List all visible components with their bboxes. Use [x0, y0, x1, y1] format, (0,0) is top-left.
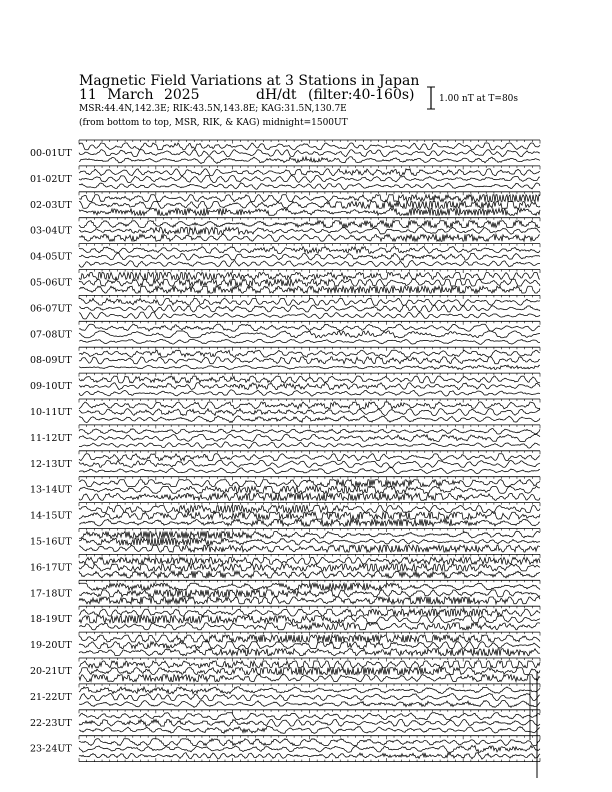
row-label: 15-16UT: [30, 536, 72, 548]
trace-kag: [79, 649, 540, 656]
trace-rik: [79, 642, 540, 649]
row-label: 04-05UT: [30, 251, 72, 263]
order-note: (from bottom to top, MSR, RIK, & KAG) midnight=1500UT: [79, 118, 348, 128]
row-label: 06-07UT: [30, 303, 72, 315]
trace-kag: [79, 597, 540, 604]
trace-msr: [79, 324, 540, 331]
trace-rik: [79, 538, 540, 545]
trace-msr: [79, 195, 540, 202]
trace-rik: [79, 176, 540, 183]
trace-rik: [79, 331, 540, 338]
row-label: 00-01UT: [30, 148, 72, 159]
row-label: 07-08UT: [30, 329, 72, 341]
trace-msr: [79, 221, 540, 228]
trace-rik: [79, 564, 540, 571]
trace-rik: [79, 435, 540, 442]
trace-msr: [79, 429, 540, 435]
row-label: 21-22UT: [30, 691, 72, 703]
trace-rik: [79, 668, 540, 675]
row-label: 05-06UT: [30, 277, 72, 289]
trace-rik: [79, 486, 540, 493]
trace-msr: [79, 143, 540, 150]
trace-msr: [79, 713, 540, 720]
row-label: 23-24UT: [30, 743, 72, 755]
trace-msr: [79, 609, 540, 616]
row-label: 22-23UT: [30, 717, 72, 729]
trace-kag: [79, 183, 540, 190]
trace-kag: [79, 623, 540, 630]
trace-rik: [79, 202, 540, 209]
trace-kag: [79, 571, 540, 578]
trace-rik: [79, 720, 540, 727]
trace-msr: [79, 454, 540, 461]
trace-msr: [79, 298, 540, 305]
row-label: 01-02UT: [30, 173, 72, 185]
trace-msr: [79, 557, 540, 564]
trace-msr: [79, 376, 540, 383]
scale-label: 1.00 nT at T=80s: [439, 94, 519, 104]
row-label: 16-17UT: [30, 562, 72, 574]
trace-msr: [79, 169, 540, 176]
trace-kag: [79, 209, 540, 216]
trace-kag: [79, 493, 540, 500]
trace-kag: [79, 416, 540, 423]
trace-rik: [79, 745, 540, 752]
trace-rik: [79, 253, 540, 260]
row-label: 12-13UT: [30, 458, 72, 470]
trace-msr: [79, 273, 540, 280]
trace-rik: [79, 357, 540, 364]
trace-msr: [79, 532, 540, 539]
filter-label: (filter:40-160s): [308, 87, 415, 103]
row-label: 02-03UT: [30, 199, 72, 211]
trace-rik: [79, 150, 540, 157]
row-label: 20-21UT: [30, 666, 72, 677]
row-label: 03-04UT: [30, 225, 72, 237]
trace-kag: [79, 442, 540, 448]
trace-msr: [79, 480, 540, 487]
trace-kag: [79, 260, 540, 267]
row-label: 08-09UT: [30, 355, 72, 367]
trace-msr: [79, 635, 540, 642]
trace-kag: [79, 339, 540, 344]
row-label: 17-18UT: [30, 588, 72, 600]
stations-label: MSR:44.4N,142.3E; RIK:43.5N,143.8E; KAG:31.5N,130.7E: [79, 104, 347, 114]
trace-rik: [79, 616, 540, 623]
row-label: 18-19UT: [30, 614, 72, 626]
trace-kag: [79, 365, 540, 369]
row-label: 09-10UT: [30, 381, 72, 393]
row-label: 10-11UT: [30, 407, 72, 418]
trace-rik: [79, 461, 540, 468]
trace-rik: [79, 227, 540, 234]
trace-rik: [79, 279, 540, 286]
trace-rik: [79, 694, 540, 701]
trace-kag: [79, 545, 540, 552]
trace-kag: [79, 468, 540, 474]
trace-rik: [79, 590, 540, 597]
chart-title: Magnetic Field Variations at 3 Stations in Japan: [79, 73, 420, 89]
trace-msr: [79, 402, 540, 409]
trace-kag: [79, 286, 540, 293]
trace-rik: [79, 409, 540, 416]
trace-kag: [79, 157, 540, 164]
trace-rik: [79, 512, 540, 519]
trace-msr: [79, 661, 540, 668]
trace-msr: [79, 687, 540, 694]
trace-msr: [79, 247, 540, 254]
row-label: 19-20UT: [30, 640, 72, 652]
quantity-label: dH/dt: [256, 87, 297, 103]
trace-msr: [79, 583, 540, 590]
trace-kag: [79, 727, 540, 734]
row-label: 13-14UT: [30, 484, 72, 496]
trace-rik: [79, 383, 540, 390]
trace-msr: [79, 506, 540, 513]
trace-kag: [79, 701, 540, 708]
trace-msr: [79, 739, 540, 746]
trace-kag: [79, 390, 540, 396]
trace-msr: [79, 350, 540, 357]
trace-kag: [79, 312, 540, 319]
trace-kag: [79, 234, 540, 241]
date-label: 11 March 2025: [79, 87, 200, 103]
trace-kag: [79, 519, 540, 526]
trace-kag: [79, 675, 540, 682]
trace-rik: [79, 305, 540, 312]
row-label: 11-12UT: [30, 432, 72, 444]
row-label: 14-15UT: [30, 510, 72, 522]
